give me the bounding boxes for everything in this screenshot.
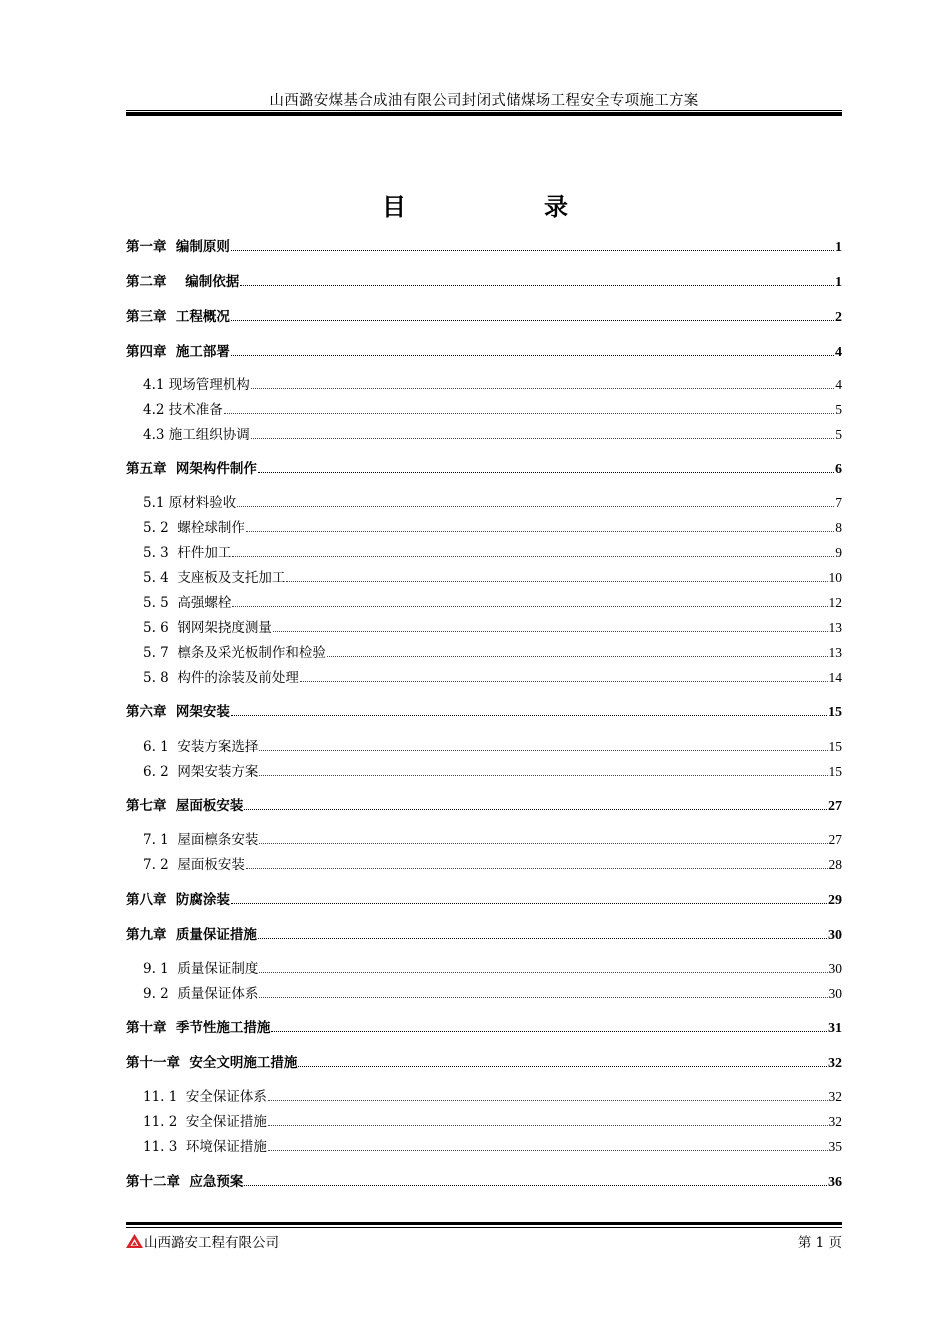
toc-entry-label: 4.1 现场管理机构	[143, 377, 250, 393]
toc-entry-label: 第十章 季节性施工措施	[126, 1020, 271, 1036]
toc-entry-page: 35	[828, 1139, 842, 1154]
toc-leader-dots	[259, 750, 827, 751]
toc-chapter-entry[interactable]	[126, 1054, 842, 1073]
toc-leader-dots	[237, 506, 834, 507]
toc-entry-page: 15	[828, 764, 842, 779]
toc-chapter-entry[interactable]	[126, 460, 842, 479]
toc-entry-label: 第七章 屋面板安装	[126, 798, 244, 814]
toc-leader-dots	[271, 1031, 827, 1032]
toc-entry-label: 7. 1 屋面檩条安装	[143, 832, 259, 848]
toc-entry-label: 第二章 编制依据	[126, 274, 240, 290]
toc-leader-dots	[231, 715, 827, 716]
toc-entry-page: 32	[828, 1056, 842, 1071]
toc-entry-page: 28	[828, 857, 842, 872]
toc-entry-page: 5	[835, 427, 842, 442]
toc-chapter-entry[interactable]	[126, 1173, 842, 1192]
toc-section-entry[interactable]	[143, 376, 842, 394]
toc-entry-page: 7	[835, 495, 842, 510]
toc-entry-label: 4.2 技术准备	[143, 402, 223, 418]
toc-section-entry[interactable]	[143, 738, 842, 756]
toc-leader-dots	[231, 903, 827, 904]
toc-entry-label: 第十二章 应急预案	[126, 1174, 244, 1190]
toc-section-entry[interactable]	[143, 401, 842, 419]
toc-title-left: 目	[382, 193, 406, 221]
footer-company	[126, 1231, 279, 1251]
toc-chapter-entry[interactable]	[126, 273, 842, 292]
toc-leader-dots	[231, 250, 834, 251]
toc-section-entry[interactable]	[143, 960, 842, 978]
toc-leader-dots	[259, 843, 827, 844]
toc-leader-dots	[259, 775, 827, 776]
toc-entry-page: 6	[835, 462, 842, 477]
toc-entry-page: 10	[828, 570, 842, 585]
toc-section-entry[interactable]	[143, 644, 842, 662]
toc-entry-label: 5. 3 杆件加工	[143, 545, 232, 561]
toc-leader-dots	[231, 355, 834, 356]
toc-leader-dots	[273, 631, 828, 632]
toc-section-entry[interactable]	[143, 1088, 842, 1106]
footer-rule-thin	[126, 1227, 842, 1228]
toc-entry-label: 4.3 施工组织协调	[143, 427, 250, 443]
toc-entry-page: 13	[828, 620, 842, 635]
toc-leader-dots	[244, 809, 827, 810]
toc-entry-label: 5. 4 支座板及支托加工	[143, 570, 286, 586]
toc-chapter-entry[interactable]	[126, 1019, 842, 1038]
toc-leader-dots	[224, 413, 834, 414]
toc-leader-dots	[232, 556, 834, 557]
toc-section-entry[interactable]	[143, 669, 842, 687]
toc-section-entry[interactable]	[143, 763, 842, 781]
toc-chapter-entry[interactable]	[126, 703, 842, 722]
toc-leader-dots	[259, 972, 827, 973]
red-triangle-logo-icon	[126, 1234, 143, 1248]
header-rule-thick	[126, 112, 842, 116]
toc-entry-page: 14	[828, 670, 842, 685]
toc-entry-page: 15	[828, 739, 842, 754]
toc-section-entry[interactable]	[143, 985, 842, 1003]
footer-company-name: 山西潞安工程有限公司	[144, 1235, 279, 1251]
toc-entry-label: 5. 6 钢网架挠度测量	[143, 620, 272, 636]
toc-entry-page: 32	[828, 1114, 842, 1129]
footer-rule-thick	[126, 1222, 842, 1225]
toc-entry-page: 8	[835, 520, 842, 535]
toc-leader-dots	[258, 938, 827, 939]
toc-entry-label: 第一章 编制原则	[126, 239, 230, 255]
toc-entry-page: 12	[828, 595, 842, 610]
toc-leader-dots	[268, 1125, 828, 1126]
toc-chapter-entry[interactable]	[126, 343, 842, 362]
toc-entry-label: 第六章 网架安装	[126, 704, 230, 720]
toc-leader-dots	[240, 285, 834, 286]
toc-section-entry[interactable]	[143, 426, 842, 444]
toc-entry-page: 31	[828, 1021, 842, 1036]
toc-section-entry[interactable]	[143, 831, 842, 849]
toc-section-entry[interactable]	[143, 594, 842, 612]
toc-leader-dots	[246, 531, 834, 532]
toc-title	[0, 187, 950, 222]
toc-leader-dots	[268, 1150, 828, 1151]
toc-chapter-entry[interactable]	[126, 891, 842, 910]
toc-entry-label: 6. 1 安装方案选择	[143, 739, 259, 755]
toc-leader-dots	[300, 681, 828, 682]
toc-entry-page: 32	[828, 1089, 842, 1104]
toc-entry-label: 9. 1 质量保证制度	[143, 961, 259, 977]
toc-entry-label: 第三章 工程概况	[126, 309, 230, 325]
toc-entry-page: 1	[835, 240, 842, 255]
toc-entry-page: 4	[835, 345, 842, 360]
toc-entry-label: 6. 2 网架安装方案	[143, 764, 259, 780]
header-rule-thin	[126, 110, 842, 111]
toc-entry-label: 第四章 施工部署	[126, 344, 230, 360]
toc-leader-dots	[286, 581, 827, 582]
toc-leader-dots	[298, 1066, 827, 1067]
toc-entry-page: 15	[828, 705, 842, 720]
toc-entry-label: 11. 3 环境保证措施	[143, 1139, 267, 1155]
toc-leader-dots	[327, 656, 828, 657]
toc-entry-page: 5	[835, 402, 842, 417]
toc-entry-page: 29	[828, 893, 842, 908]
toc-entry-page: 1	[835, 275, 842, 290]
toc-entry-page: 30	[828, 928, 842, 943]
toc-section-entry[interactable]	[143, 544, 842, 562]
toc-leader-dots	[232, 606, 827, 607]
toc-leader-dots	[258, 472, 834, 473]
toc-leader-dots	[251, 438, 834, 439]
toc-section-entry[interactable]	[143, 569, 842, 587]
toc-section-entry[interactable]	[143, 856, 842, 874]
toc-entry-page: 13	[828, 645, 842, 660]
toc-entry-label: 5.1 原材料验收	[143, 495, 237, 511]
toc-entry-page: 27	[828, 799, 842, 814]
toc-entry-label: 第十一章 安全文明施工措施	[126, 1055, 298, 1071]
toc-section-entry[interactable]	[143, 1113, 842, 1131]
toc-chapter-entry[interactable]	[126, 797, 842, 816]
toc-section-entry[interactable]	[143, 519, 842, 537]
toc-entry-label: 5. 2 螺栓球制作	[143, 520, 245, 536]
toc-entry-label: 第五章 网架构件制作	[126, 461, 257, 477]
toc-entry-page: 36	[828, 1175, 842, 1190]
toc-section-entry[interactable]	[143, 619, 842, 637]
toc-leader-dots	[244, 1185, 827, 1186]
toc-entry-label: 9. 2 质量保证体系	[143, 986, 259, 1002]
toc-leader-dots	[246, 868, 828, 869]
toc-entry-label: 5. 5 高强螺栓	[143, 595, 232, 611]
toc-entry-label: 第九章 质量保证措施	[126, 927, 257, 943]
toc-entry-page: 27	[828, 832, 842, 847]
toc-section-entry[interactable]	[143, 1138, 842, 1156]
toc-entry-label: 第八章 防腐涂装	[126, 892, 230, 908]
toc-entry-label: 11. 1 安全保证体系	[143, 1089, 267, 1105]
toc-leader-dots	[231, 320, 834, 321]
header-title: 山西潞安煤基合成油有限公司封闭式储煤场工程安全专项施工方案	[269, 93, 699, 109]
toc-title-right: 录	[544, 193, 568, 221]
toc-leader-dots	[259, 997, 827, 998]
toc-entry-label: 5. 7 檩条及采光板制作和检验	[143, 645, 326, 661]
toc-leader-dots	[251, 388, 834, 389]
toc-entry-page: 30	[828, 986, 842, 1001]
toc-entry-page: 30	[828, 961, 842, 976]
toc-entry-page: 2	[835, 310, 842, 325]
toc-entry-page: 9	[835, 545, 842, 560]
toc-chapter-entry[interactable]	[126, 926, 842, 945]
footer-page-number: 第 1 页	[797, 1235, 842, 1251]
toc-entry-label: 7. 2 屋面板安装	[143, 857, 245, 873]
toc-leader-dots	[268, 1100, 828, 1101]
toc-entry-label: 5. 8 构件的涂装及前处理	[143, 670, 299, 686]
toc-section-entry[interactable]	[143, 494, 842, 512]
toc-chapter-entry[interactable]	[126, 308, 842, 327]
toc-entry-page: 4	[835, 377, 842, 392]
toc-entry-label: 11. 2 安全保证措施	[143, 1114, 267, 1130]
toc-chapter-entry[interactable]	[126, 238, 842, 257]
